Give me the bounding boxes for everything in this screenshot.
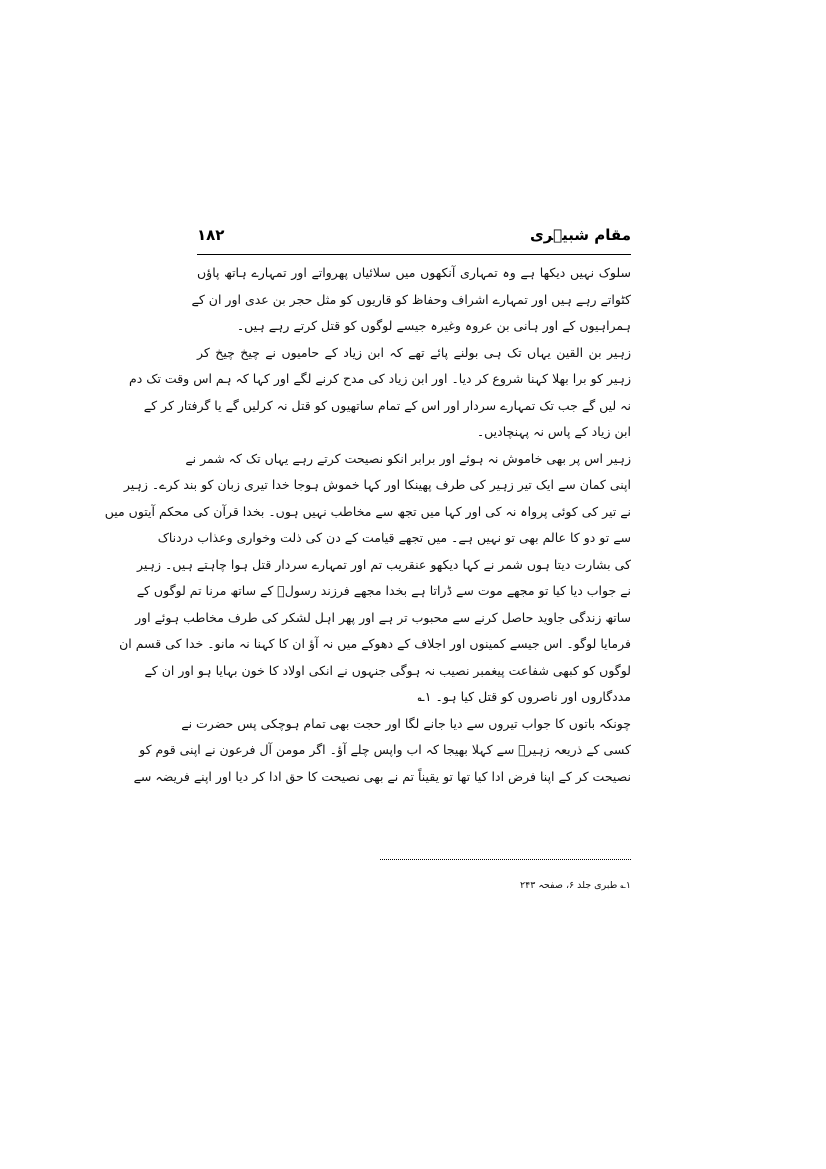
- text-line: سے تو دو کا عالم بھی تو نہیں ہے۔ میں تجھے قیامت کے دن کی ذلت وخواری وعذاب دردناک: [157, 530, 631, 545]
- footnote-divider: [380, 859, 631, 860]
- text-line: کسی کے ذریعہ زہیرؓ سے کہلا بھیجا کہ اب واپس چلے آؤ۔ اگر مومن آل فرعون نے اپنی قوم کو: [139, 742, 631, 757]
- page-number: ۱۸۲: [197, 226, 225, 244]
- text-line: زہیر کو برا بھلا کہنا شروع کر دیا۔ اور ابن زیاد کی مدح کرنے لگے اور کہا کہ ہم اس وقت تک دم: [129, 371, 631, 386]
- book-title: مقام شبیؑری: [529, 226, 631, 244]
- text-line: فرمایا لوگو۔ اس جیسے کمینوں اور اجلاف کے دھوکے میں نہ آؤ ان کا کہنا نہ مانو۔ خدا کی قسم ان: [119, 636, 631, 651]
- text-line: ساتھ زندگی جاوید حاصل کرنے سے محبوب تر ہے اور پھر اہل لشکر کی طرف مخاطب ہوئے اور: [135, 609, 631, 625]
- text-line: نصیحت کر کے اپنا فرض ادا کیا تھا تو یقیناً تم نے بھی نصیحت کا حق ادا کر دیا اور اپنے فریضہ سے: [133, 768, 631, 784]
- text-line: زہیر اس پر بھی خاموش نہ ہوئے اور برابر انکو نصیحت کرتے رہے یہاں تک کہ شمر نے: [185, 450, 631, 466]
- footnote: ۱؎ طبری جلد ۶، صفحہ ۲۴۳: [520, 880, 631, 891]
- text-line: کی بشارت دیتا ہوں شمر نے کہا دیکھو عنقریب تم اور تمہارے سردار قتل ہوا چاہتے ہیں۔ زہیر: [137, 556, 631, 572]
- page-header: [197, 226, 631, 250]
- text-line: ہمراہیوں کے اور ہانی بن عروہ وغیرہ جیسے لوگوں کو قتل کرتے رہے ہیں۔: [236, 318, 631, 333]
- text-line: زہیر بن القین یہاں تک ہی بولنے پائے تھے کہ ابن زیاد کے حامیوں نے چیخ چیخ کر: [197, 344, 631, 360]
- paragraph-1: [191, 260, 631, 340]
- text-line: چونکہ باتوں کا جواب تیروں سے دیا جانے لگا اور حجت بھی تمام ہوچکی پس حضرت نے: [181, 715, 631, 731]
- text-line: نے تیر کی کوئی پرواہ نہ کی اور کہا میں تجھ سے مخاطب نہیں ہوں۔ بخدا قرآن کی محکم آیتوں میں: [104, 503, 631, 519]
- text-line: اپنی کمان سے ایک تیر زہیر کی طرف پھینکا اور کہا خموش ہوجا خدا تیری زبان کو بند کرے۔ زہیر: [123, 477, 631, 492]
- paragraph-4: [133, 711, 631, 791]
- body-text: [104, 260, 631, 790]
- text-line: ابن زیاد کے پاس نہ پہنچادیں۔: [476, 424, 631, 439]
- text-line: لوگوں کو کبھی شفاعت پیغمبر نصیب نہ ہوگی جنہوں نے انکی اولاد کا خون بہایا ہو اور ان کے: [144, 662, 631, 678]
- text-line: سلوک نہیں دیکھا ہے وہ تمہاری آنکھوں میں سلائیاں پھرواتے اور تمہارے ہاتھ پاؤں: [197, 265, 631, 280]
- text-line: نہ لیں گے جب تک تمہارے سردار اور اس کے تمام ساتھیوں کو قتل نہ کرلیں گے یا گرفتار کر کے: [143, 397, 631, 413]
- text-line: مددگاروں اور ناصروں کو قتل کیا ہو۔ ۱؎: [417, 689, 631, 704]
- text-line: نے جواب دیا کیا تو مجھے موت سے ڈراتا ہے بخدا مجھے فرزند رسولؐ کے ساتھ مرنا تم لوگوں کے: [136, 583, 631, 598]
- text-line: کٹواتے رہے ہیں اور تمہارے اشراف وحفاظ کو قاریوں کو مثل حجر بن عدی اور ان کے: [191, 291, 631, 307]
- paragraph-3: [104, 446, 631, 711]
- header-divider: [197, 254, 631, 255]
- paragraph-2: [129, 340, 631, 446]
